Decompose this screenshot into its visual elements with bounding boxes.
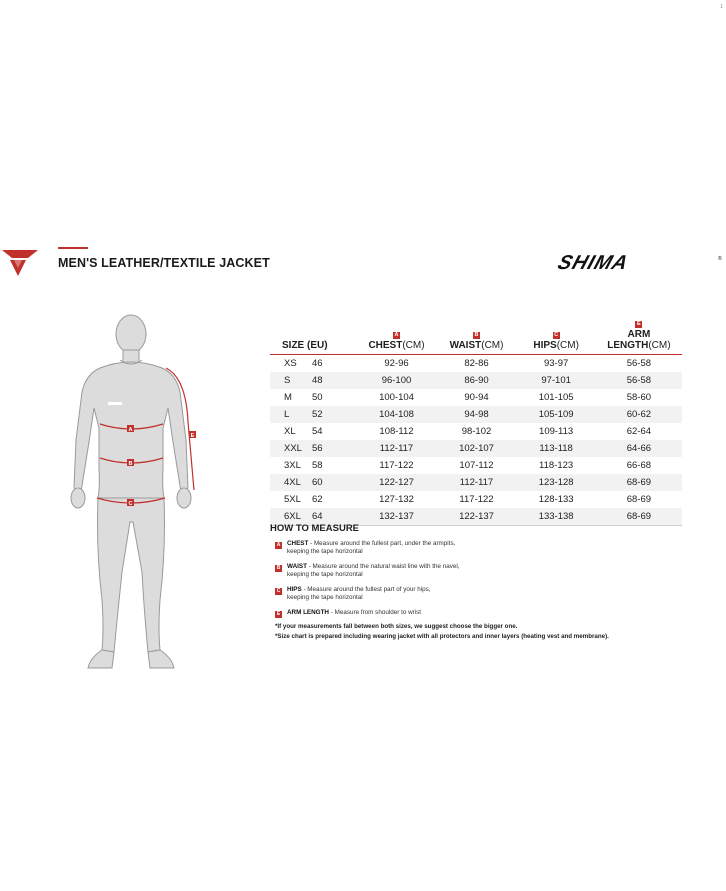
arm-length-cell: 56-58 bbox=[626, 358, 652, 369]
svg-text:B: B bbox=[128, 461, 133, 467]
measure-text bbox=[287, 540, 687, 556]
size-cell bbox=[270, 440, 356, 457]
arm-length-cell: 68-69 bbox=[596, 508, 682, 526]
measure-line-1: - Measure around the fullest part of your hips, bbox=[301, 586, 431, 593]
measure-instruction bbox=[275, 586, 695, 609]
chest-cell: 122-127 bbox=[356, 474, 436, 491]
measure-instruction bbox=[275, 540, 695, 563]
column-header-size: SIZE (EU) bbox=[282, 340, 328, 351]
waist-cell: 94-98 bbox=[437, 406, 517, 423]
how-to-measure-title: HOW TO MEASURE bbox=[270, 523, 360, 534]
size-chart-header bbox=[270, 321, 682, 355]
registered-mark: ® bbox=[718, 256, 722, 262]
arm-length-cell: 58-60 bbox=[626, 392, 652, 403]
measure-text bbox=[287, 586, 687, 602]
title-accent-rule bbox=[58, 247, 88, 249]
arm-length-cell: 56-58 bbox=[596, 372, 682, 389]
table-row bbox=[270, 474, 682, 491]
waist-cell: 107-112 bbox=[459, 460, 494, 471]
column-header-hips: C HIPS(CM) bbox=[533, 332, 579, 351]
waist-cell: 112-117 bbox=[437, 474, 517, 491]
size-letter: S bbox=[284, 375, 291, 386]
arm-length-cell: 64-66 bbox=[596, 440, 682, 457]
measure-line-2: keeping the tape horizontal bbox=[287, 571, 363, 578]
chest-cell: 104-108 bbox=[356, 406, 436, 423]
chest-cell: 117-122 bbox=[379, 460, 414, 471]
note-protectors: *Size chart is prepared including wearing jacket with all protectors and inner layers (heating vest and membrane). bbox=[275, 633, 609, 640]
size-cell bbox=[270, 389, 356, 406]
measure-name: HIPS bbox=[287, 586, 302, 593]
size-cell bbox=[270, 474, 356, 491]
size-eu: 48 bbox=[312, 375, 323, 386]
arm-length-cell: 62-64 bbox=[626, 426, 652, 437]
size-cell bbox=[270, 423, 356, 440]
hips-cell: 93-97 bbox=[543, 358, 569, 369]
chest-cell: 108-112 bbox=[379, 426, 414, 437]
hips-cell: 109-113 bbox=[539, 426, 574, 437]
size-eu: 64 bbox=[312, 511, 323, 522]
hips-cell: 133-138 bbox=[516, 508, 595, 526]
chest-cell: 127-132 bbox=[379, 494, 414, 505]
size-cell bbox=[270, 355, 356, 373]
measure-name: CHEST bbox=[287, 540, 309, 547]
size-eu: 56 bbox=[312, 443, 323, 454]
hips-cell: 118-123 bbox=[539, 460, 574, 471]
size-letter: 3XL bbox=[284, 460, 301, 471]
measure-letter-badge: A bbox=[276, 542, 281, 548]
chest-cell: 132-137 bbox=[356, 508, 436, 526]
table-row bbox=[270, 423, 682, 440]
arm-length-cell: 66-68 bbox=[626, 460, 652, 471]
hips-cell: 128-133 bbox=[538, 494, 574, 505]
table-row bbox=[270, 491, 682, 508]
size-letter: 4XL bbox=[284, 477, 301, 488]
size-eu: 46 bbox=[312, 358, 323, 369]
table-row bbox=[270, 389, 682, 406]
measure-letter-badge: E bbox=[276, 611, 281, 617]
size-eu: 54 bbox=[312, 426, 323, 437]
measure-text bbox=[287, 563, 687, 579]
measure-instruction bbox=[275, 609, 695, 621]
size-letter: XXL bbox=[284, 443, 302, 454]
size-cell bbox=[270, 372, 356, 389]
size-chart-table bbox=[270, 321, 682, 526]
size-eu: 62 bbox=[312, 494, 323, 505]
size-letter: 6XL bbox=[284, 511, 301, 522]
measure-text bbox=[287, 609, 687, 617]
svg-text:C: C bbox=[128, 501, 133, 507]
arm-length-cell: 68-69 bbox=[626, 494, 652, 505]
waist-cell: 90-94 bbox=[464, 392, 489, 403]
size-cell bbox=[270, 406, 356, 423]
size-letter: XL bbox=[284, 426, 296, 437]
hips-cell: 105-109 bbox=[516, 406, 595, 423]
table-row bbox=[270, 372, 682, 389]
size-cell bbox=[270, 457, 356, 474]
size-letter: XS bbox=[284, 358, 297, 369]
measure-name: ARM LENGTH bbox=[287, 609, 329, 616]
chest-cell: 112-117 bbox=[356, 440, 436, 457]
waist-cell: 86-90 bbox=[437, 372, 517, 389]
size-cell bbox=[270, 491, 356, 508]
table-row bbox=[270, 457, 682, 474]
column-header-chest: A CHEST(CM) bbox=[368, 332, 425, 351]
brand-logo: SHIMA bbox=[554, 252, 632, 274]
measure-line-1: - Measure from shoulder to wrist bbox=[328, 609, 422, 616]
measure-line-1: - Measure around the fullest part, under the armpits, bbox=[308, 540, 456, 547]
page-title: MEN'S LEATHER/TEXTILE JACKET bbox=[58, 256, 270, 270]
arm-length-cell: 60-62 bbox=[596, 406, 682, 423]
chest-cell: 96-100 bbox=[356, 372, 436, 389]
size-letter: 5XL bbox=[284, 494, 301, 505]
hips-cell: 97-101 bbox=[516, 372, 595, 389]
size-eu: 52 bbox=[312, 409, 323, 420]
svg-text:E: E bbox=[190, 433, 195, 439]
table-row bbox=[270, 355, 682, 373]
size-letter: M bbox=[284, 392, 292, 403]
column-header-waist: B WAIST(CM) bbox=[449, 332, 504, 351]
hips-cell: 123-128 bbox=[516, 474, 595, 491]
measure-letter-badge: B bbox=[276, 565, 281, 571]
measure-line-2: keeping the tape horizontal bbox=[287, 548, 363, 555]
waist-cell: 117-122 bbox=[459, 494, 494, 505]
chest-cell: 100-104 bbox=[379, 392, 414, 403]
note-between-sizes: *If your measurements fall between both sizes, we suggest choose the bigger one. bbox=[275, 623, 518, 630]
how-to-measure-list bbox=[275, 540, 695, 621]
mannequin-figure bbox=[60, 310, 220, 672]
waist-cell: 102-107 bbox=[437, 440, 517, 457]
size-letter: L bbox=[284, 409, 290, 420]
hips-cell: 113-118 bbox=[516, 440, 595, 457]
table-row bbox=[270, 440, 682, 457]
measure-line-2: keeping the tape horizontal bbox=[287, 594, 363, 601]
waist-cell: 98-102 bbox=[461, 426, 492, 437]
arm-length-cell: 68-69 bbox=[596, 474, 682, 491]
size-eu: 60 bbox=[312, 477, 323, 488]
size-eu: 50 bbox=[312, 392, 323, 403]
measure-line-1: - Measure around the natural waist line with the navel, bbox=[306, 563, 460, 570]
hips-cell: 101-105 bbox=[538, 392, 574, 403]
waist-cell: 122-137 bbox=[437, 508, 517, 526]
table-row bbox=[270, 406, 682, 423]
measure-name: WAIST bbox=[287, 563, 307, 570]
page-number: 1 bbox=[720, 4, 723, 10]
svg-text:A: A bbox=[128, 427, 133, 433]
column-header-arm-length: E ARM LENGTH(CM) bbox=[607, 321, 671, 351]
size-eu: 58 bbox=[312, 460, 323, 471]
chest-cell: 92-96 bbox=[384, 358, 409, 369]
waist-cell: 82-86 bbox=[464, 358, 489, 369]
brand-chevron-icon bbox=[2, 248, 38, 278]
measure-instruction bbox=[275, 563, 695, 586]
measure-letter-badge: C bbox=[276, 588, 281, 594]
